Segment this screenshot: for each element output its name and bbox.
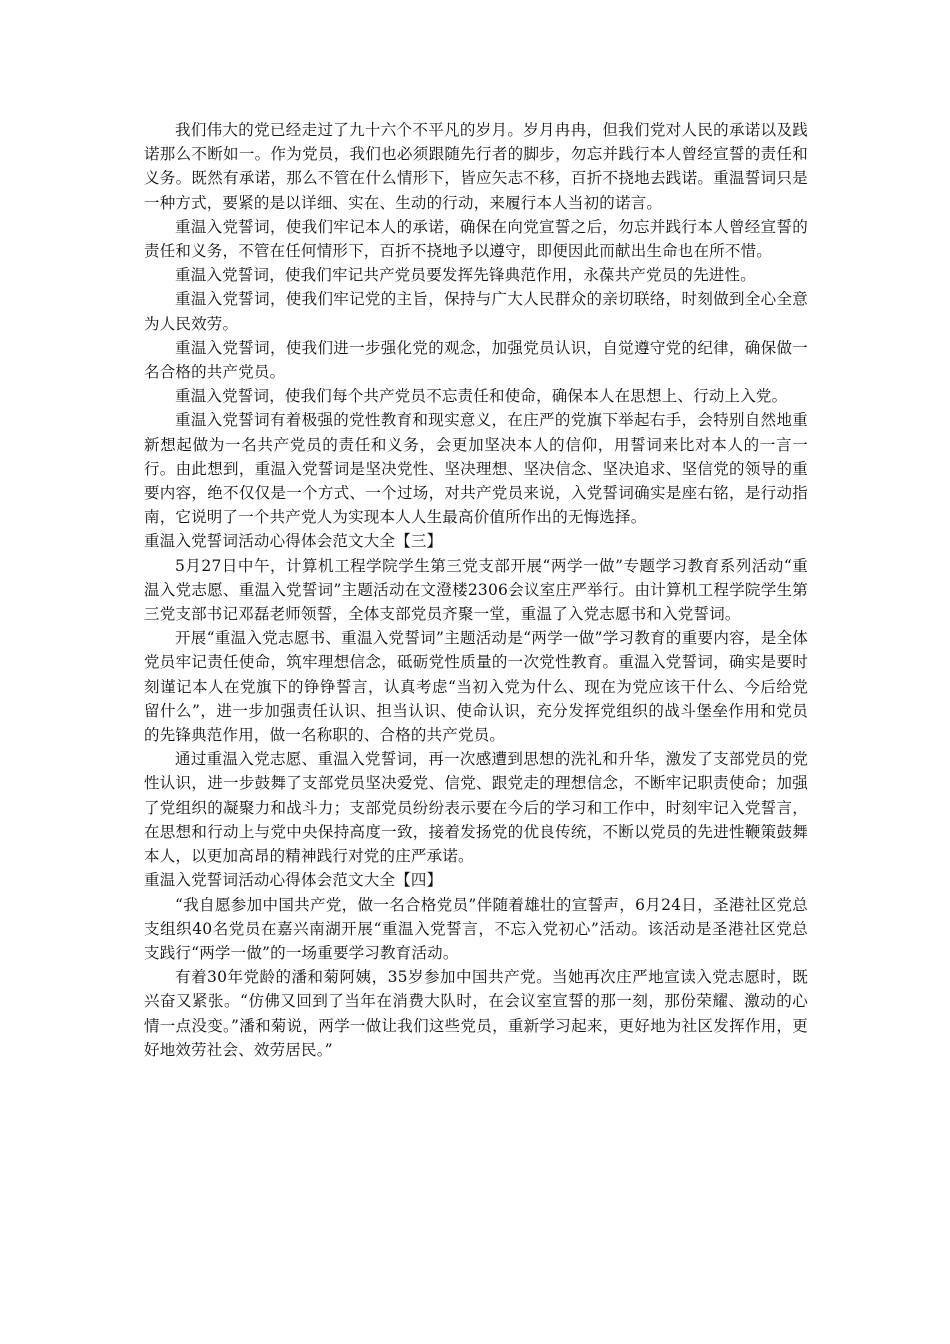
- paragraph: 有着30年党龄的潘和菊阿姨，35岁参加中国共产党。当她再次庄严地宣读入党志愿时，既兴奋又紧张。“仿佛又回到了当年在消费大队时，在会议室宣誓的那一刻，那份荣耀、激动的心情一点没变。”潘和菊说，两学一做让我们这些党员，重新学习起来，更好地为社区发挥作用，更好地效劳社会、效劳居民。”: [144, 968, 808, 1059]
- document-body: [144, 118, 808, 1062]
- paragraph: 重温入党誓词，使我们牢记本人的承诺，确保在向党宣誓之后，勿忘并践行本人曾经宣誓的责任和义务，不管在任何情形下，百折不挠地予以遵守，即便因此而献出生命也在所不惜。: [144, 217, 808, 261]
- paragraph: 重温入党誓词，使我们牢记党的主旨，保持与广大人民群众的亲切联络，时刻做到全心全意为人民效劳。: [144, 290, 808, 333]
- paragraph: 开展“重温入党志愿书、重温入党誓词”主题活动是“两学一做”学习教育的重要内容，是全体党员牢记责任使命，筑牢理想信念，砥砺党性质量的一次党性教育。重温入党誓词，确实是要时刻谨记本人在党旗下的铮铮誓言，认真考虑“当初入党为什么、现在为党应该干什么、今后给党留什么”，进一步加强责任认识、担当认识、使命认识，充分发挥党组织的战斗堡垒作用和党员的先锋典范作用，做一名称职的、合格的共产党员。: [144, 629, 808, 745]
- section-heading: 重温入党誓词活动心得体会范文大全【四】: [144, 871, 443, 890]
- section-heading: 重温入党誓词活动心得体会范文大全【三】: [144, 532, 443, 551]
- paragraph: 重温入党誓词，使我们每个共产党员不忘责任和使命，确保本人在思想上、行动上入党。: [175, 387, 788, 406]
- paragraph: 我们伟大的党已经走过了九十六个不平凡的岁月。岁月冉冉，但我们党对人民的承诺以及践诺那么不断如一。作为党员，我们也必须跟随先行者的脚步，勿忘并践行本人曾经宣誓的责任和义务。既然有承诺，那么不管在什么情形下，皆应矢志不移，百折不挠地去践诺。重温誓词只是一种方式，要紧的是以详细、实在、生动的行动，来履行本人当初的诺言。: [144, 121, 808, 212]
- paragraph: 重温入党誓词，使我们牢记共产党员要发挥先锋典范作用，永葆共产党员的先进性。: [175, 266, 756, 285]
- paragraph: 重温入党誓词有着极强的党性教育和现实意义，在庄严的党旗下举起右手，会特别自然地重新想起做为一名共产党员的责任和义务，会更加坚决本人的信仰，用誓词来比对本人的一言一行。由此想到，重温入党誓词是坚决党性、坚决理想、坚决信念、坚决追求、坚信党的领导的重要内容，绝不仅仅是一个方式、一个过场，对共产党员来说，入党誓词确实是座右铭，是行动指南，它说明了一个共产党人为实现本人人生最高价值所作出的无悔选择。: [144, 411, 808, 527]
- paragraph: 重温入党誓词，使我们进一步强化党的观念，加强党员认识，自觉遵守党的纪律，确保做一名合格的共产党员。: [144, 338, 808, 382]
- paragraph: “我自愿参加中国共产党，做一名合格党员”伴随着雄壮的宣誓声，6月24日，圣港社区党总支组织40名党员在嘉兴南湖开展“重温入党誓言，不忘入党初心”活动。该活动是圣港社区党总支践行“两学一做”的一场重要学习教育活动。: [144, 895, 808, 962]
- paragraph: 5月27日中午，计算机工程学院学生第三党支部开展“两学一做”专题学习教育系列活动“重温入党志愿、重温入党誓词”主题活动在文澄楼2306会议室庄严举行。由计算机工程学院学生第三党支部书记邓磊老师领誓，全体支部党员齐聚一堂，重温了入党志愿书和入党誓词。: [144, 556, 808, 624]
- paragraph: 通过重温入党志愿、重温入党誓词，再一次感遭到思想的洗礼和升华，激发了支部党员的党性认识，进一步鼓舞了支部党员坚决爱党、信党、跟党走的理想信念，不断牢记职责使命；加强了党组织的凝聚力和战斗力；支部党员纷纷表示要在今后的学习和工作中，时刻牢记入党誓言，在思想和行动上与党中央保持高度一致，接着发扬党的优良传统，不断以党员的先进性鞭策鼓舞本人，以更加高昂的精神践行对党的庄严承诺。: [144, 750, 808, 866]
